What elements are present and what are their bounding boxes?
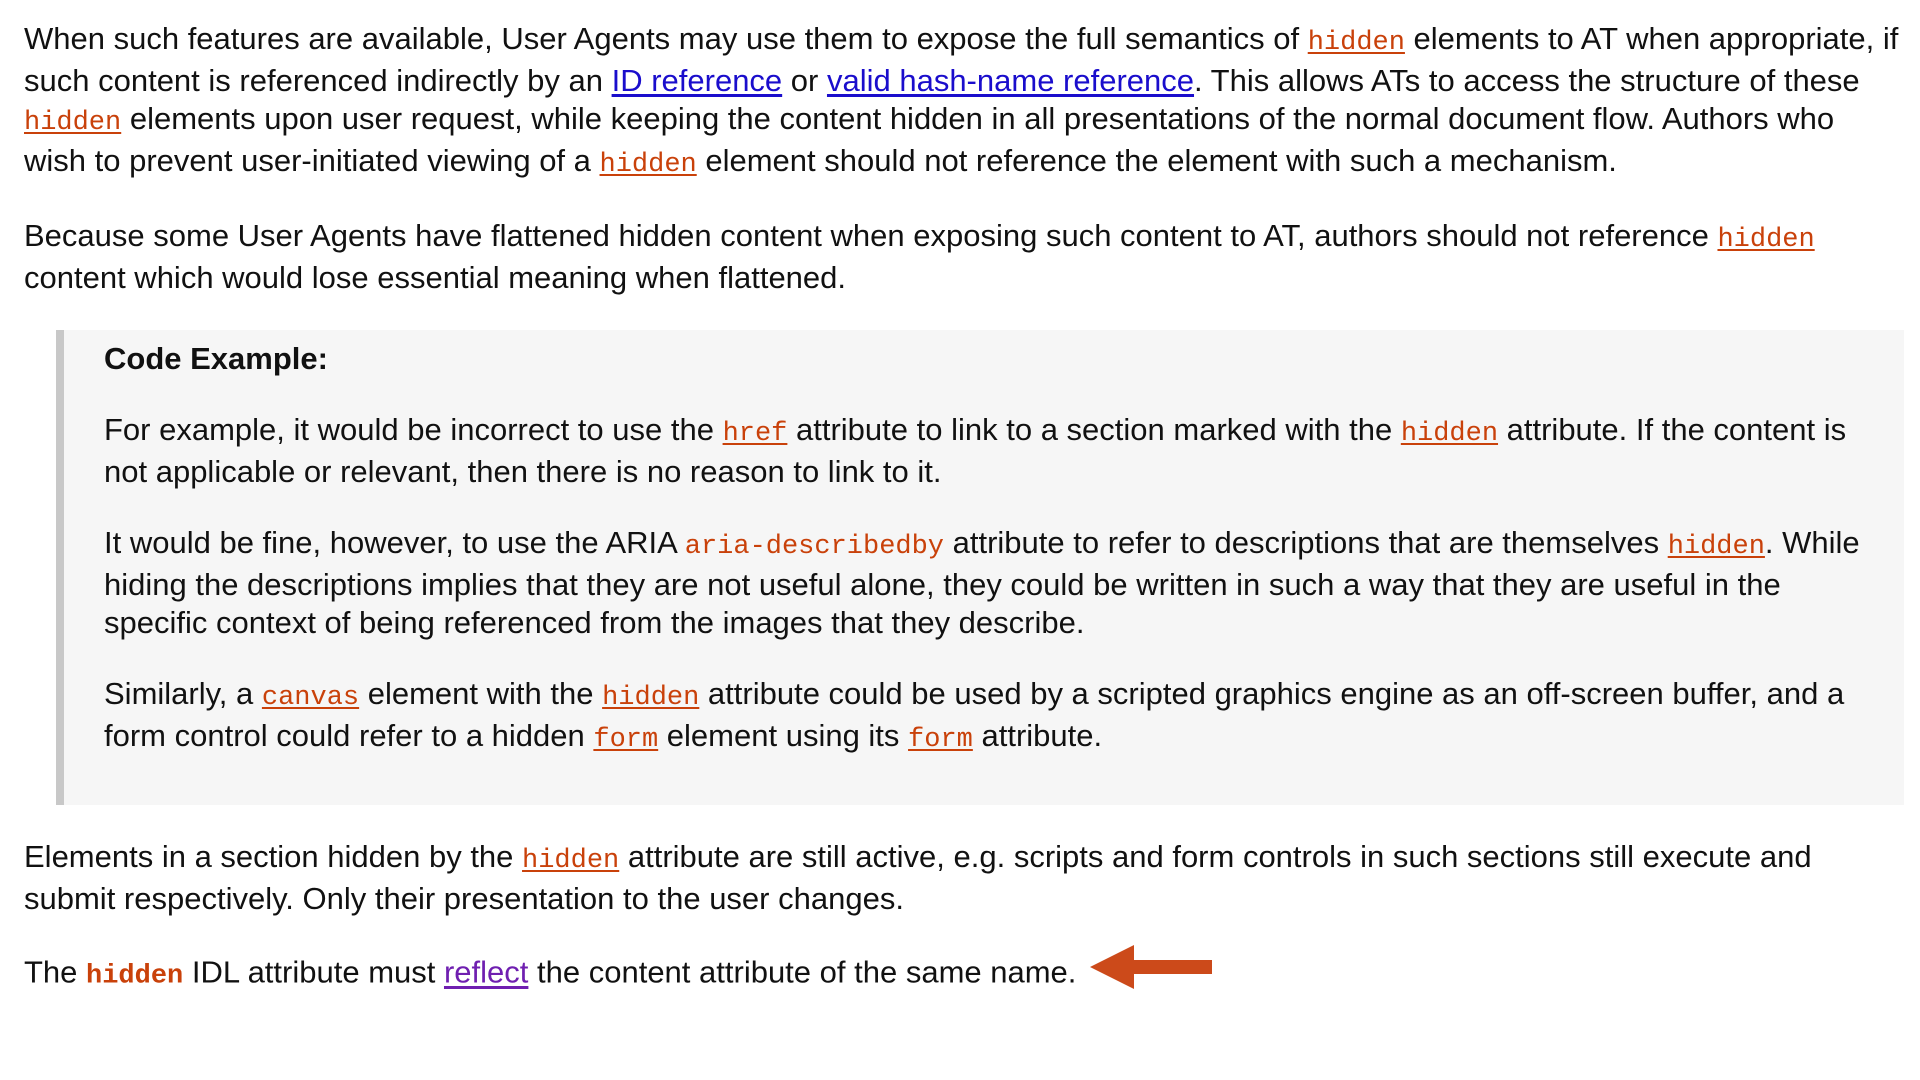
paragraph-semantics-exposure bbox=[24, 20, 1904, 184]
text: element using its bbox=[658, 718, 909, 753]
text: attribute to link to a section marked with the bbox=[787, 412, 1401, 447]
code-example-title: Code Example: bbox=[104, 341, 328, 376]
text: elements to AT when appropriate, if such content is referenced indirectly by an bbox=[24, 21, 1899, 98]
example-paragraph-aria bbox=[104, 524, 1884, 642]
paragraph-flattened-content bbox=[24, 217, 1904, 297]
text: IDL attribute must bbox=[183, 954, 444, 990]
text: The bbox=[24, 954, 87, 990]
example-paragraph-canvas bbox=[104, 675, 1884, 759]
id-reference-link[interactable]: ID reference bbox=[611, 63, 783, 98]
text: element with the bbox=[359, 676, 603, 711]
hidden-attribute-link[interactable]: hidden bbox=[1400, 419, 1499, 449]
hidden-attribute-link[interactable]: hidden bbox=[602, 683, 700, 713]
text: attribute are still active, e.g. scripts and form controls in such sections still execute and submit respectively. Only their presentation to the user changes. bbox=[24, 839, 1812, 916]
left-arrow-icon bbox=[1090, 945, 1212, 998]
form-attribute-link[interactable]: form bbox=[908, 725, 973, 755]
text: or bbox=[782, 63, 827, 98]
text: It would be fine, however, to use the ARIA bbox=[104, 525, 685, 560]
text: attribute could be used by a scripted graphics engine as an off-screen buffer, and a form control could refer to a hidden bbox=[104, 676, 1845, 753]
text: Elements in a section hidden by the bbox=[24, 839, 523, 874]
valid-hash-name-reference-link[interactable]: valid hash-name reference bbox=[826, 63, 1195, 98]
text: element should not reference the element with such a mechanism. bbox=[696, 143, 1617, 178]
href-attribute-link[interactable]: href bbox=[722, 419, 788, 449]
spec-content bbox=[24, 20, 1904, 998]
hidden-idl-code: hidden bbox=[86, 961, 184, 992]
reflect-link[interactable]: reflect bbox=[443, 954, 529, 990]
code-example-box bbox=[56, 330, 1904, 805]
text: content which would lose essential meaning when flattened. bbox=[24, 260, 847, 295]
text: elements upon user request, while keeping the content hidden in all presentations of the normal document flow. Authors who wish to prevent user-initiated viewing of a bbox=[24, 101, 1835, 178]
text: Similarly, a bbox=[104, 676, 262, 711]
hidden-attribute-link[interactable]: hidden bbox=[599, 150, 697, 180]
form-element-link[interactable]: form bbox=[593, 725, 659, 755]
text: attribute to refer to descriptions that are themselves bbox=[944, 525, 1668, 560]
text: When such features are available, User Agents may use them to expose the full semantics of bbox=[24, 21, 1308, 56]
text: . While hiding the descriptions implies that they are not useful alone, they could be written in such a way that they are useful in the specific context of being referenced from the images that they describe. bbox=[104, 525, 1860, 640]
example-paragraph-href bbox=[104, 411, 1884, 491]
paragraph-idl-attribute bbox=[24, 951, 1904, 998]
hidden-attribute-link[interactable]: hidden bbox=[1667, 532, 1765, 562]
text: attribute. If the content is not applicable or relevant, then there is no reason to link to it. bbox=[104, 412, 1847, 489]
paragraph-active-elements bbox=[24, 838, 1904, 918]
aria-describedby-code: aria-describedby bbox=[684, 532, 945, 562]
text: the content attribute of the same name. bbox=[528, 954, 1077, 990]
text: Because some User Agents have flattened hidden content when exposing such content to AT, authors should not reference bbox=[24, 218, 1718, 253]
text: For example, it would be incorrect to use the bbox=[104, 412, 723, 447]
hidden-attribute-link[interactable]: hidden bbox=[522, 846, 620, 876]
hidden-attribute-link[interactable]: hidden bbox=[1717, 225, 1815, 255]
canvas-element-link[interactable]: canvas bbox=[261, 683, 360, 713]
text: attribute. bbox=[972, 718, 1103, 753]
hidden-attribute-link[interactable]: hidden bbox=[1307, 28, 1405, 58]
text: . This allows ATs to access the structure of these bbox=[1194, 63, 1860, 98]
hidden-attribute-link[interactable]: hidden bbox=[24, 108, 122, 138]
